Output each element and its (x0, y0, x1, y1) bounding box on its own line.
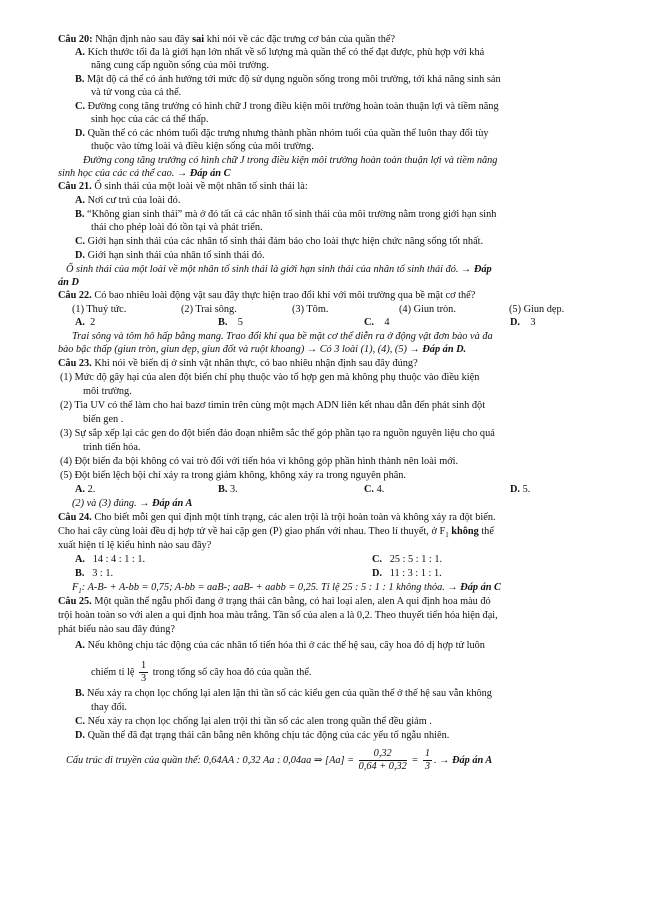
q25-stem-cont: trội hoàn toàn so với alen a qui định hoa màu trắng. Tần số của alen a là 0,2. Theo thuyết tiến hóa hiện đại, (58, 610, 498, 621)
q25-option-b: B. Nếu xảy ra chọn lọc chống lại alen lặn thì tần số các kiểu gen của quần thể ở thế hệ sau vẫn không (75, 688, 492, 699)
q25-stem-cont2: phát biểu nào sau đây đúng? (58, 624, 175, 635)
q22-item-1: (1) Thuỷ tức. (72, 304, 127, 315)
q23-statement-1-cont: môi trường. (83, 386, 132, 397)
q23-option-b: B. 3. (218, 484, 238, 495)
q21-option-a: A. Nơi cư trú của loài đó. (75, 195, 181, 206)
q24-stem: Câu 24. Cho biết mỗi gen qui định một tính trạng, các alen trội là trội hoàn toàn và không xảy ra đột biến. (58, 512, 496, 523)
q20-explanation: Đường cong tăng trưởng có hình chữ J trong điều kiện môi trường hoàn toàn thuận lợi và tiềm năng (83, 155, 498, 166)
q20-explanation-cont: sinh học của các cá thể cao. → Đáp án C (58, 168, 231, 179)
q22-option-b: B. 5 (218, 317, 243, 328)
q21-stem: Câu 21. Ổ sinh thái của một loài về một nhân tố sinh thái là: (58, 181, 308, 192)
q22-explanation-cont: bào bậc thấp (giun tròn, giun dẹp, giun đốt và ruột khoang) → Có 3 loài (1), (4), (5) → Đáp án D. (58, 344, 467, 355)
q23-statement-5: (5) Đột biến lệch bội chỉ xảy ra trong giảm không, không xảy ra trong nguyên phân. (60, 470, 407, 481)
q23-statement-1: (1) Mức độ gây hại của alen đột biến chỉ phụ thuộc vào tổ hợp gen mà không phụ thuộc vào điều kiện (60, 372, 480, 383)
q21-option-d: D. Giới hạn sinh thái của nhân tố sinh thái đó. (75, 250, 265, 261)
q23-statement-2: (2) Tia UV có thể làm cho hai bazơ timin trên cùng một mạch ADN liên kết nhau dẫn đến phát sinh đột (60, 400, 486, 411)
q25-option-a-cont: chiếm tỉ lệ $\frac{1}{3}$ trong tổng số cây hoa đỏ của quần thể. (91, 660, 312, 684)
q23-stem: Câu 23. Khi nói về biến dị ở sinh vật nhân thực, có bao nhiêu nhận định sau đây đúng? (58, 358, 418, 369)
q20-option-d-cont: thuộc vào từng loài và điều kiện sống của môi trường. (91, 141, 314, 152)
q21-answer-cont: án D (58, 277, 79, 288)
q24-option-b: B. 3 : 1. (75, 568, 114, 579)
q21-option-c: C. Giới hạn sinh thái của các nhân tố sinh thái đảm bảo cho loài thực hiện chức năng sống tốt nhất. (75, 236, 484, 247)
fraction-one-third: $\frac{1}{3}$ (141, 660, 147, 684)
q23-explanation: (2) và (3) đúng. → Đáp án A (72, 498, 193, 509)
q24-option-d: D. 11 : 3 : 1 : 1. (372, 568, 442, 579)
q24-option-a: A. 14 : 4 : 1 : 1. (75, 554, 146, 565)
q20-label: Câu 20: (58, 34, 93, 45)
q22-explanation: Trai sông và tôm hô hấp bằng mang. Trao đổi khí qua bề mặt cơ thể diễn ra ở động vật đơn bào và đa (72, 331, 493, 342)
q20-option-b: B. Mật độ cá thể có ảnh hưởng tới mức độ sử dụng nguồn sống trong môi trường, tới khả năng sinh sản (75, 74, 501, 85)
q22-option-a: A. 2 (75, 317, 96, 328)
q20-answer: Đáp án C (189, 168, 231, 179)
q22-stem: Câu 22. Có bao nhiêu loài động vật sau đây thực hiện trao đổi khí với môi trường qua bề mặt cơ thể? (58, 290, 476, 301)
q23-statement-4: (4) Đột biến đa bội không có vai trò đối với tiến hóa vì không góp phần hình thành nên loài mới. (60, 456, 459, 467)
q25-option-b-cont: thay đổi. (91, 702, 128, 713)
q20-option-d: D. Quần thể có các nhóm tuổi đặc trưng nhưng thành phần nhóm tuổi của quần thể luôn thay đổi tùy (75, 128, 489, 139)
q21-explanation: Ổ sinh thái của một loài về một nhân tố sinh thái là giới hạn sinh thái của nhân tố sinh thái đó. → Đáp (66, 264, 492, 275)
q24-stem-cont2: xuất hiện tỉ lệ kiểu hình nào sau đây? (58, 540, 212, 551)
q21-option-b-cont: thái cho phép loài đó tồn tại và phát triển. (91, 222, 263, 233)
q24-label: Câu 24. (58, 512, 92, 523)
q22-item-3: (3) Tôm. (292, 304, 329, 315)
q25-option-a: A. Nếu không chịu tác động của các nhân tố tiến hóa thì ở các thế hệ sau, cây hoa đỏ dị hợp tử luôn (75, 640, 485, 651)
fraction-aa-ratio: $\frac{0,32}{0,64 + 0,32}$ (358, 748, 407, 772)
q23-label: Câu 23. (58, 358, 92, 369)
q22-label: Câu 22. (58, 290, 92, 301)
q25-option-d: D. Quần thể đã đạt trạng thái cân bằng nên không chịu tác động của các yếu tố ngẫu nhiên. (75, 730, 450, 741)
q22-item-5: (5) Giun dẹp. (509, 304, 565, 315)
q20-option-c-cont: sinh học của các cá thể thấp. (91, 114, 209, 125)
q23-option-d: D. 5. (510, 484, 531, 495)
q20-option-a: A. Kích thước tối đa là giới hạn lớn nhất về số lượng mà quần thể có thể đạt được, phù hợp với khả (75, 47, 485, 58)
q24-stem-cont: Cho hai cây cùng loài đều dị hợp tử về hai cặp gen (P) giao phấn với nhau. Theo lí thuyết, ở $F_1$ không thể (58, 526, 494, 540)
q24-answer: Đáp án C (460, 582, 501, 593)
fraction-result: $\frac{1}{3}$ (424, 748, 431, 772)
q21-label: Câu 21. (58, 181, 92, 192)
q22-answer: Đáp án D. (422, 344, 467, 355)
q25-explanation: Cấu trúc di truyền của quần thể: 0,64AA : 0,32 Aa : 0,04aa ⇒ [Aa] = $\frac{0,32}{0,64 + 0,32}$ = $\frac{1}{3}$ . → Đáp án A (66, 748, 493, 772)
q24-explanation: $F_1$: A-B- + A-bb = 0,75; A-bb = aaB-; aaB- + aabb = 0,25. Tỉ lệ 25 : 5 : 1 : 1 không thỏa. → Đáp án C (72, 582, 501, 596)
q23-statement-2-cont: biến gen . (83, 414, 124, 425)
q23-statement-3-cont: trình tiến hóa. (83, 442, 141, 453)
q23-option-a: A. 2. (75, 484, 96, 495)
q20-stem: Câu 20: Nhận định nào sau đây sai khi nói về các đặc trưng cơ bản của quần thể? (58, 34, 396, 45)
q25-answer: Đáp án A (452, 754, 493, 766)
q20-option-b-cont: và tử vong của cá thể. (91, 87, 182, 98)
q23-statement-3: (3) Sự sắp xếp lại các gen do đột biến đảo đoạn nhiễm sắc thể góp phần tạo ra nguồn nguyên liệu cho quá (60, 428, 495, 439)
q25-option-c: C. Nếu xảy ra chọn lọc chống lại alen trội thì tần số các alen trong quần thể đều giảm . (75, 716, 432, 727)
q22-option-c: C. 4 (364, 317, 390, 328)
q25-stem: Câu 25. Một quần thể ngẫu phối đang ở trạng thái cân bằng, có hai loại alen, alen A qui định hoa màu đỏ (58, 596, 491, 607)
q21-option-b: B. “Không gian sinh thái” mà ở đó tất cả các nhân tố sinh thái của môi trường nằm trong giới hạn sinh (75, 209, 497, 220)
q20-option-c: C. Đường cong tăng trưởng có hình chữ J trong điều kiện môi trường hoàn toàn thuận lợi và tiềm năng (75, 101, 499, 112)
q24-option-c: C. 25 : 5 : 1 : 1. (372, 554, 443, 565)
q25-label: Câu 25. (58, 596, 92, 607)
q22-item-2: (2) Trai sông. (181, 304, 237, 315)
q21-answer: Đáp (473, 264, 492, 275)
q23-answer: Đáp án A (152, 498, 193, 509)
q23-option-c: C. 4. (364, 484, 385, 495)
q22-item-4: (4) Giun tròn. (399, 304, 456, 315)
q20-option-a-cont: năng cung cấp nguồn sống của môi trường. (91, 60, 270, 71)
q22-option-d: D. 3 (510, 317, 536, 328)
